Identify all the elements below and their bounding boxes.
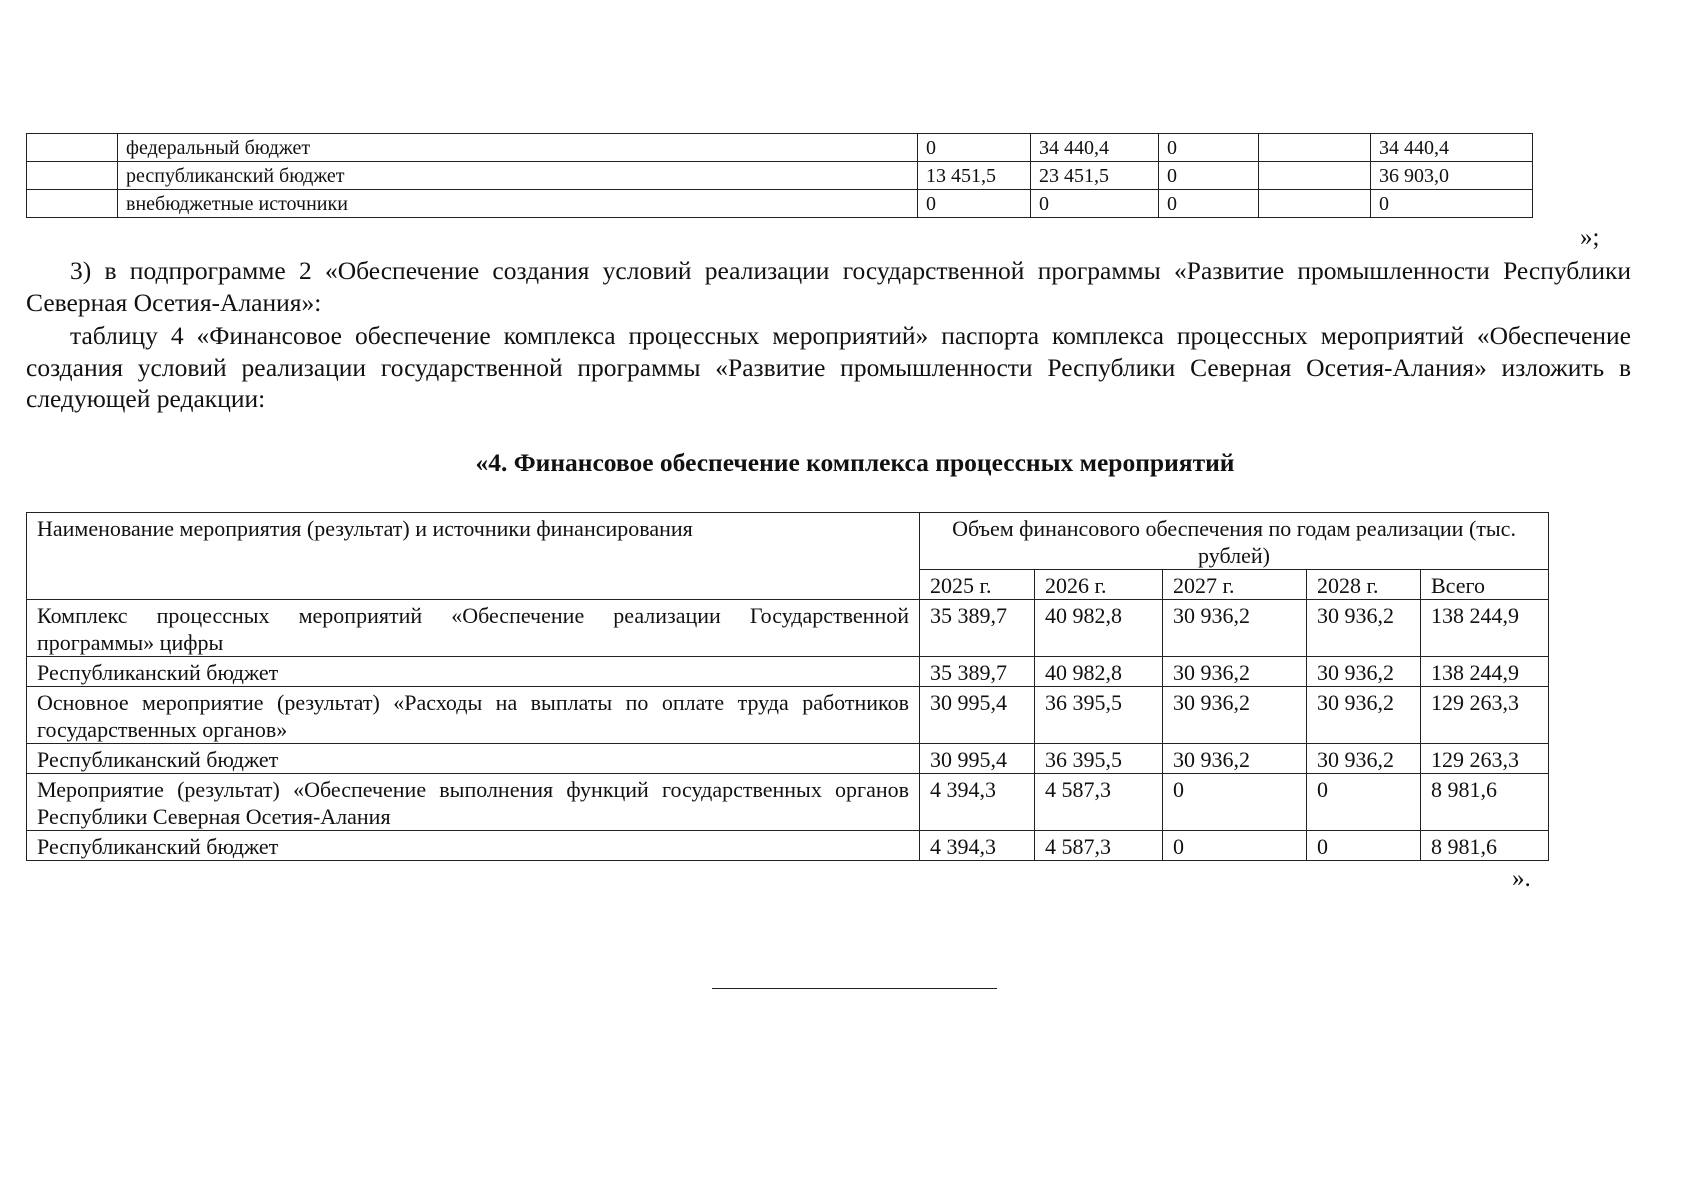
- table-row: [27, 190, 1533, 218]
- value-cell: [1259, 162, 1371, 190]
- table-row: [27, 134, 1533, 162]
- financing-table: [26, 512, 1549, 861]
- value-cell: 34 440,4: [1031, 134, 1159, 162]
- source-label: республиканский бюджет: [118, 162, 918, 190]
- value-cell: 30 936,2: [1163, 744, 1307, 774]
- value-cell: 4 587,3: [1035, 831, 1163, 861]
- value-cell: 35 389,7: [920, 657, 1035, 687]
- value-cell: 0: [918, 190, 1031, 218]
- closing-quote-2: ».: [1512, 865, 1531, 892]
- measure-name-cell: Республиканский бюджет: [27, 744, 920, 774]
- footer-divider: [712, 988, 997, 989]
- value-cell: 30 936,2: [1163, 687, 1307, 744]
- source-label: федеральный бюджет: [118, 134, 918, 162]
- measure-name-cell: Республиканский бюджет: [27, 831, 920, 861]
- value-cell: 0: [1159, 190, 1259, 218]
- value-cell: 36 395,5: [1035, 744, 1163, 774]
- value-cell: 4 587,3: [1035, 774, 1163, 831]
- table-row: [27, 744, 1549, 774]
- total-cell: 34 440,4: [1371, 134, 1533, 162]
- value-cell: 23 451,5: [1031, 162, 1159, 190]
- value-cell: 0: [1163, 774, 1307, 831]
- paragraph-table-instruction: таблицу 4 «Финансовое обеспечение комплекса процессных мероприятий» паспорта комплекса процессных мероприятий «Обеспечение создания условий реализации государственной программы «Развитие промышленности Республики Северная Осетия-Алания» изложить в следующей редакции:: [26, 321, 1631, 413]
- value-cell: 0: [918, 134, 1031, 162]
- value-cell: 0: [1307, 831, 1421, 861]
- budget-sources-table: [26, 133, 1533, 218]
- row-blank-cell: [27, 190, 118, 218]
- table-row: [27, 657, 1549, 687]
- value-cell: [1259, 134, 1371, 162]
- value-cell: 40 982,8: [1035, 657, 1163, 687]
- paragraph-subprogram: 3) в подпрограмме 2 «Обеспечение создания условий реализации государственной программы «Развитие промышленности Республики Северная Осетия-Алания»:: [26, 256, 1631, 317]
- total-cell: 8 981,6: [1421, 831, 1549, 861]
- year-2027-header: 2027 г.: [1163, 570, 1307, 600]
- value-cell: 0: [1163, 831, 1307, 861]
- measure-name-cell: Мероприятие (результат) «Обеспечение выполнения функций государственных органов Республики Северная Осетия-Алания: [27, 774, 920, 831]
- year-2028-header: 2028 г.: [1307, 570, 1421, 600]
- table-header-row: [27, 513, 1549, 570]
- value-cell: 30 936,2: [1307, 744, 1421, 774]
- value-cell: 40 982,8: [1035, 600, 1163, 657]
- value-cell: [1259, 190, 1371, 218]
- total-header: Всего: [1421, 570, 1549, 600]
- total-cell: 138 244,9: [1421, 600, 1549, 657]
- value-cell: 13 451,5: [918, 162, 1031, 190]
- value-cell: 30 936,2: [1163, 657, 1307, 687]
- total-cell: 129 263,3: [1421, 744, 1549, 774]
- header-name-cell: Наименование мероприятия (результат) и источники финансирования: [27, 513, 920, 600]
- value-cell: 0: [1031, 190, 1159, 218]
- year-2025-header: 2025 г.: [920, 570, 1035, 600]
- measure-name-cell: Основное мероприятие (результат) «Расходы на выплаты по оплате труда работников государственных органов»: [27, 687, 920, 744]
- measure-name-cell: Республиканский бюджет: [27, 657, 920, 687]
- value-cell: 0: [1159, 162, 1259, 190]
- value-cell: 35 389,7: [920, 600, 1035, 657]
- year-2026-header: 2026 г.: [1035, 570, 1163, 600]
- table-row: [27, 687, 1549, 744]
- value-cell: 30 936,2: [1307, 600, 1421, 657]
- value-cell: 0: [1159, 134, 1259, 162]
- source-label: внебюджетные источники: [118, 190, 918, 218]
- row-blank-cell: [27, 134, 118, 162]
- value-cell: 4 394,3: [920, 831, 1035, 861]
- total-cell: 8 981,6: [1421, 774, 1549, 831]
- value-cell: 30 995,4: [920, 687, 1035, 744]
- table-row: [27, 600, 1549, 657]
- header-volume-cell: Объем финансового обеспечения по годам реализации (тыс. рублей): [920, 513, 1549, 570]
- closing-quote-1: »;: [1580, 224, 1600, 251]
- table-row: [27, 774, 1549, 831]
- value-cell: 30 936,2: [1307, 657, 1421, 687]
- total-cell: 36 903,0: [1371, 162, 1533, 190]
- section-title: «4. Финансовое обеспечение комплекса процессных мероприятий: [475, 448, 1235, 477]
- table-row: [27, 162, 1533, 190]
- table-row: [27, 831, 1549, 861]
- value-cell: 30 936,2: [1307, 687, 1421, 744]
- measure-name-cell: Комплекс процессных мероприятий «Обеспечение реализации Государственной программы» цифры: [27, 600, 920, 657]
- value-cell: 0: [1307, 774, 1421, 831]
- value-cell: 4 394,3: [920, 774, 1035, 831]
- row-blank-cell: [27, 162, 118, 190]
- value-cell: 30 936,2: [1163, 600, 1307, 657]
- value-cell: 36 395,5: [1035, 687, 1163, 744]
- total-cell: 0: [1371, 190, 1533, 218]
- total-cell: 129 263,3: [1421, 687, 1549, 744]
- total-cell: 138 244,9: [1421, 657, 1549, 687]
- value-cell: 30 995,4: [920, 744, 1035, 774]
